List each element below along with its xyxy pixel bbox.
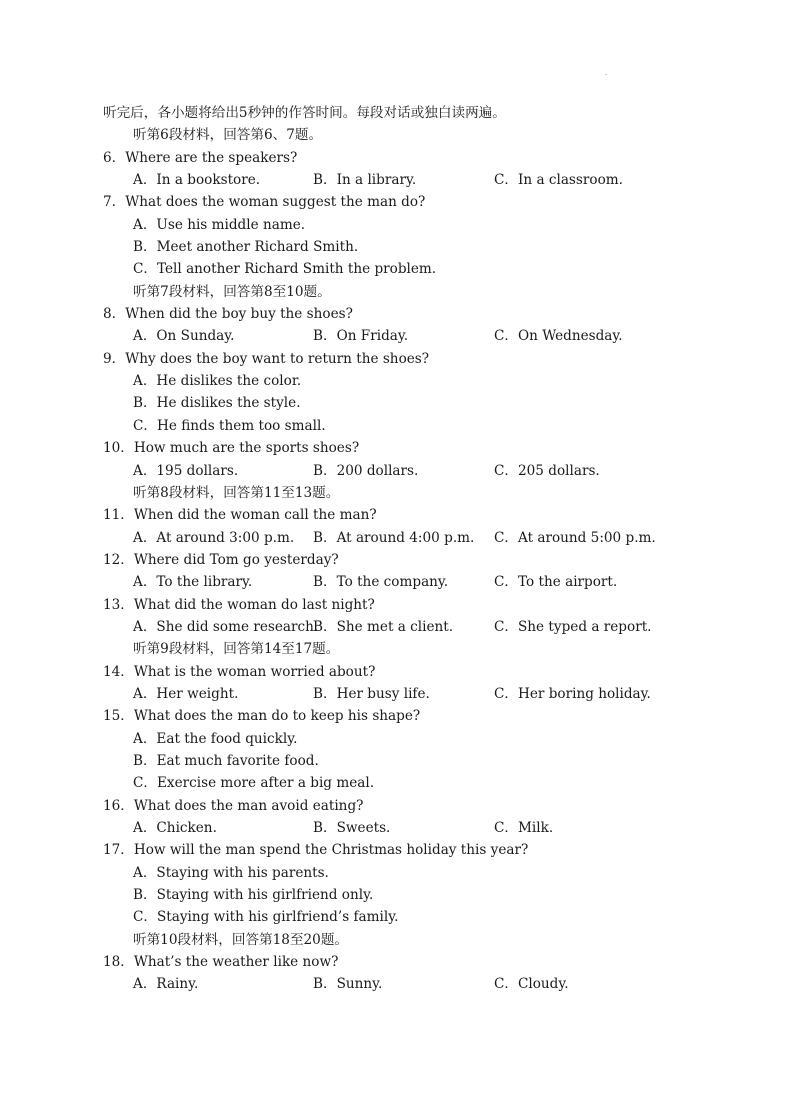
answer-option: B．He dislikes the style.	[133, 395, 301, 412]
question-stem: 9．Why does the boy want to return the shoes?	[103, 350, 430, 367]
answer-option: B．She met a client.	[313, 618, 454, 635]
answer-option: C．Tell another Richard Smith the problem.	[133, 261, 437, 278]
answer-option: A．She did some research.	[133, 618, 319, 635]
section-instruction: 听第8段材料，回答第11至13题。	[133, 484, 340, 501]
answer-option: A．Staying with his parents.	[133, 864, 329, 881]
option-row	[103, 325, 723, 347]
answer-option: B．Eat much favorite food.	[133, 752, 319, 769]
option-row	[103, 683, 723, 705]
question-stem: 11．When did the woman call the man?	[103, 507, 377, 524]
answer-option: C．To the airport.	[494, 574, 618, 591]
question-stem: 16．What does the man avoid eating?	[103, 797, 364, 814]
answer-option: A．Rainy.	[133, 976, 199, 993]
section-instruction: 听第9段材料，回答第14至17题。	[133, 641, 340, 658]
answer-option: C．She typed a report.	[494, 618, 652, 635]
answer-option: B．Meet another Richard Smith.	[133, 239, 359, 256]
answer-option: C．Milk.	[494, 820, 554, 836]
option-row	[103, 616, 723, 638]
question-stem: 18．What’s the weather like now?	[103, 954, 339, 971]
answer-option: A．195 dollars.	[133, 462, 239, 479]
option-row	[103, 973, 723, 995]
answer-option: A．Her weight.	[133, 685, 239, 702]
answer-option: B．At around 4:00 p.m.	[313, 529, 475, 546]
answer-option: A．On Sunday.	[133, 328, 235, 345]
question-stem: 6．Where are the speakers?	[103, 149, 298, 166]
answer-option: B．200 dollars.	[313, 462, 419, 479]
answer-option: B．In a library.	[313, 172, 417, 189]
scan-speck	[605, 74, 607, 75]
question-stem: 14．What is the woman worried about?	[103, 663, 376, 680]
question-stem: 13．What did the woman do last night?	[103, 596, 375, 613]
answer-option: C．In a classroom.	[494, 172, 623, 189]
answer-option: B．Her busy life.	[313, 685, 430, 702]
answer-option: A．To the library.	[133, 574, 253, 591]
question-stem: 8．When did the boy buy the shoes?	[103, 306, 353, 323]
answer-option: A．Eat the food quickly.	[133, 730, 298, 747]
section-instruction: 听第6段材料，回答第6、7题。	[133, 127, 323, 144]
option-row	[103, 169, 723, 191]
document-body	[103, 102, 723, 996]
option-row	[103, 460, 723, 482]
question-stem: 15．What does the man do to keep his shape?	[103, 708, 421, 725]
answer-option: C．Exercise more after a big meal.	[133, 775, 375, 792]
question-stem: 10．How much are the sports shoes?	[103, 440, 360, 457]
answer-option: C．He finds them too small.	[133, 417, 326, 434]
answer-option: A．In a bookstore.	[133, 172, 261, 189]
question-stem: 12．Where did Tom go yesterday?	[103, 551, 339, 568]
section-instruction: 听完后，各小题将给出5秒钟的作答时间。每段对话或独白读两遍。	[103, 105, 506, 121]
option-row	[103, 571, 723, 593]
answer-option: C．Cloudy.	[494, 976, 569, 993]
answer-option: C．On Wednesday.	[494, 328, 623, 345]
answer-option: B．To the company.	[313, 574, 449, 591]
option-row	[103, 817, 723, 839]
answer-option: C．Her boring holiday.	[494, 685, 651, 702]
answer-option: B．Sunny.	[313, 976, 383, 993]
answer-option: C．Staying with his girlfriend’s family.	[133, 909, 399, 926]
answer-option: C．At around 5:00 p.m.	[494, 529, 656, 546]
answer-option: A．Chicken.	[133, 820, 217, 836]
question-stem: 7．What does the woman suggest the man do?	[103, 194, 426, 211]
section-instruction: 听第10段材料，回答第18至20题。	[133, 931, 349, 948]
answer-option: B．Staying with his girlfriend only.	[133, 887, 374, 904]
answer-option: B．On Friday.	[313, 328, 409, 345]
answer-option: A．He dislikes the color.	[133, 373, 302, 390]
question-stem: 17．How will the man spend the Christmas holiday this year?	[103, 842, 529, 859]
answer-option: A．Use his middle name.	[133, 216, 306, 233]
answer-option: B．Sweets.	[313, 820, 391, 836]
section-instruction: 听第7段材料，回答第8至10题。	[133, 283, 331, 300]
answer-option: C．205 dollars.	[494, 462, 600, 479]
answer-option: A．At around 3:00 p.m.	[133, 529, 295, 546]
option-row	[103, 527, 723, 549]
